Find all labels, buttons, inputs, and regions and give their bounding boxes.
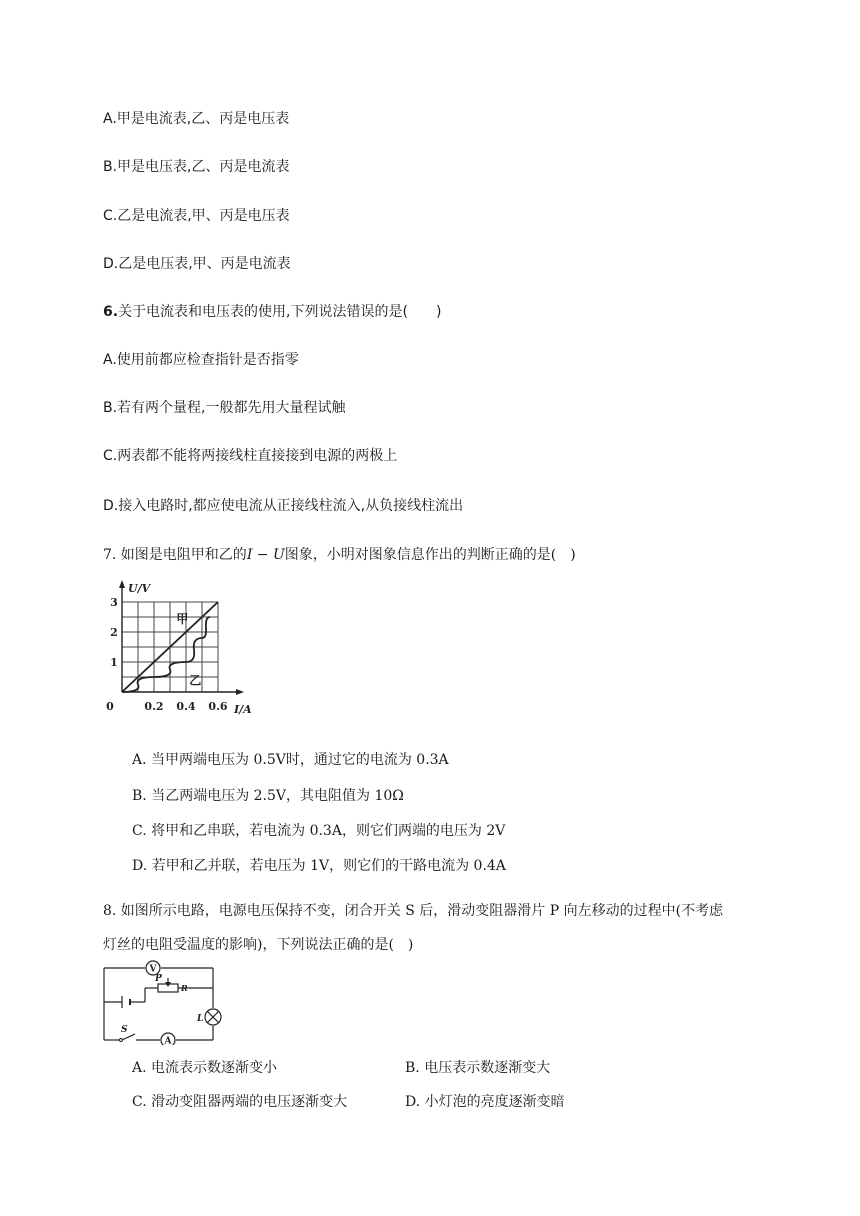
- q5-option-c: C.乙是电流表,甲、丙是电压表: [103, 208, 290, 224]
- series-label-jia: 甲: [176, 612, 189, 626]
- y-axis-label: U/V: [128, 582, 151, 595]
- x-tick-label: 0.2: [144, 700, 164, 713]
- y-tick-label: 2: [110, 626, 118, 639]
- q7-option-d: D. 若甲和乙并联，若电压为 1V，则它们的干路电流为 0.4A: [132, 858, 506, 874]
- q5-option-d: D.乙是电压表,甲、丙是电流表: [103, 256, 291, 272]
- q5-option-a: A.甲是电流表,乙、丙是电压表: [103, 111, 290, 127]
- q8-option-d: D. 小灯泡的亮度逐渐变暗: [405, 1094, 565, 1110]
- q6-number: 6.: [103, 304, 119, 320]
- q5-option-b: B.甲是电压表,乙、丙是电流表: [103, 159, 290, 175]
- q7-stem-pre: 7. 如图是电阻甲和乙的: [103, 547, 247, 563]
- resistor-label: R: [181, 983, 188, 993]
- q7-option-a: A. 当甲两端电压为 0.5V时，通过它的电流为 0.3A: [132, 752, 449, 768]
- x-tick-label: 0: [106, 700, 114, 713]
- q8-option-a: A. 电流表示数逐渐变小: [132, 1060, 278, 1076]
- q7-option-c: C. 将甲和乙串联，若电流为 0.3A，则它们两端的电压为 2V: [132, 823, 506, 839]
- q7-stem: [103, 545, 576, 565]
- q6-stem-text: 关于电流表和电压表的使用,下列说法错误的是( ): [118, 304, 442, 320]
- y-axis-arrow: [119, 580, 125, 588]
- q6-option-b: B.若有两个量程,一般都先用大量程试触: [103, 400, 346, 416]
- q7-stem-post: 图象，小明对图象信息作出的判断正确的是( ): [284, 547, 576, 563]
- q6-stem: [103, 302, 441, 322]
- voltmeter-label: V: [149, 964, 157, 975]
- x-tick-label: 0.4: [176, 700, 196, 713]
- q8-option-c: C. 滑动变阻器两端的电压逐渐变大: [132, 1094, 348, 1110]
- q7-stem-math: I − U: [246, 547, 285, 563]
- lamp-label: L: [197, 1014, 204, 1024]
- switch-label: S: [121, 1025, 128, 1035]
- iu-chart: [100, 580, 260, 720]
- q8-option-b: B. 电压表示数逐渐变大: [405, 1060, 551, 1076]
- x-axis-arrow: [236, 689, 244, 695]
- q6-option-d: D.接入电路时,都应使电流从正接线柱流入,从负接线柱流出: [103, 498, 464, 514]
- y-tick-label: 1: [110, 656, 118, 669]
- q6-option-a: A.使用前都应检查指针是否指零: [103, 352, 299, 368]
- ammeter-label: A: [164, 1036, 172, 1045]
- circuit-diagram: [100, 960, 230, 1045]
- q8-stem-line1: 8. 如图所示电路，电源电压保持不变，闭合开关 S 后，滑动变阻器滑片 P 向左移动的过程中(不考虑: [103, 903, 724, 919]
- q7-option-b: B. 当乙两端电压为 2.5V，其电阻值为 10Ω: [132, 788, 404, 804]
- series-label-yi: 乙: [189, 673, 202, 688]
- q8-stem-line2: 灯丝的电阻受温度的影响)，下列说法正确的是( ): [103, 937, 414, 953]
- slider-label: P: [155, 974, 162, 984]
- y-tick-label: 3: [110, 596, 118, 609]
- x-tick-label: 0.6: [208, 700, 228, 713]
- q6-option-c: C.两表都不能将两接线柱直接接到电源的两极上: [103, 448, 398, 464]
- x-axis-label: I/A: [234, 703, 252, 716]
